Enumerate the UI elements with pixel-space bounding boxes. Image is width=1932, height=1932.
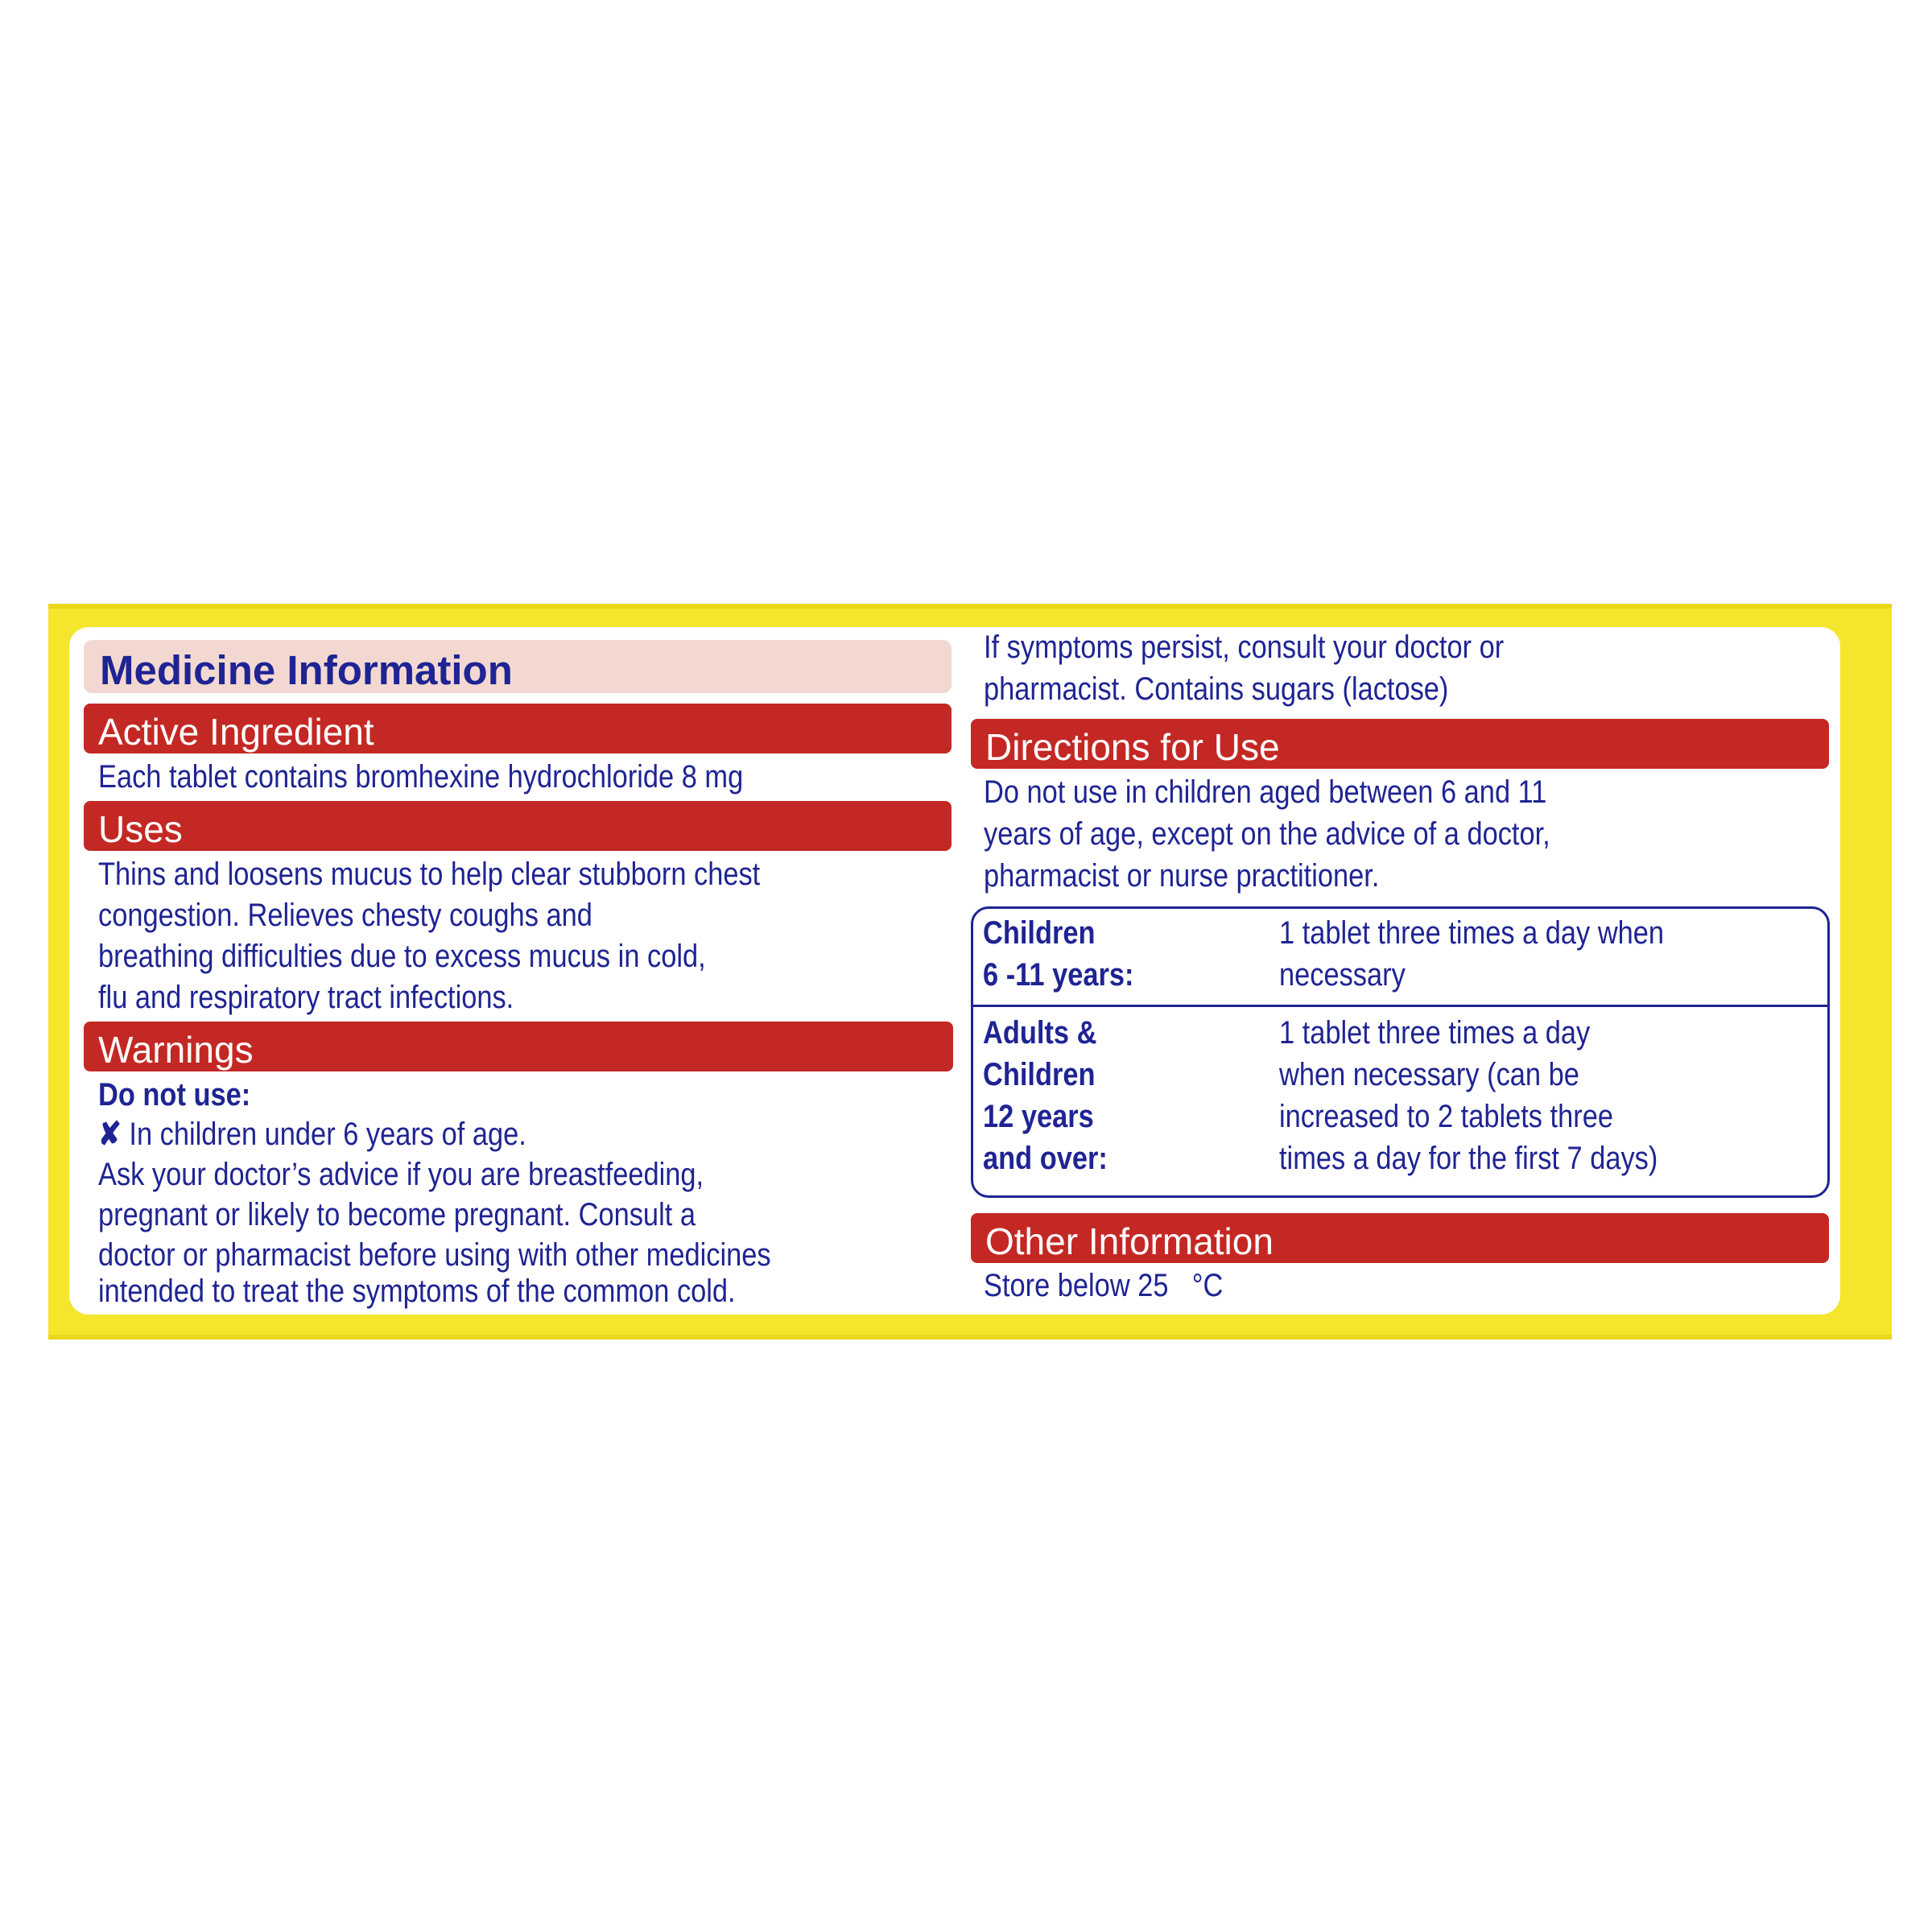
active-ingredient-text: Each tablet contains bromhexine hydrochloride 8 mg bbox=[98, 759, 744, 795]
uses-heading: Uses bbox=[98, 808, 183, 850]
warnings-line: doctor or pharmacist before using with other medicines bbox=[98, 1237, 771, 1273]
warning-bullet-text: In children under 6 years of age. bbox=[129, 1117, 526, 1152]
dosage-table bbox=[971, 906, 1830, 1198]
directions-header bbox=[971, 719, 1829, 769]
table-divider bbox=[973, 1005, 1827, 1007]
dosage-age-label: 12 years bbox=[983, 1099, 1094, 1134]
directions-line: pharmacist or nurse practitioner. bbox=[984, 858, 1380, 894]
dosage-age-label: Children bbox=[983, 915, 1096, 951]
page-title: Medicine Information bbox=[100, 647, 513, 693]
medicine-information-title-bar bbox=[84, 640, 952, 693]
directions-line: Do not use in children aged between 6 and 11 bbox=[984, 774, 1547, 810]
warning-bullet bbox=[98, 1114, 526, 1155]
temperature-unit: °C bbox=[1191, 1268, 1224, 1303]
other-information-header bbox=[971, 1213, 1829, 1263]
other-information-heading: Other Information bbox=[985, 1220, 1274, 1262]
dosage-instruction: times a day for the first 7 days) bbox=[1279, 1141, 1658, 1176]
dosage-instruction: when necessary (can be bbox=[1279, 1057, 1579, 1092]
dosage-instruction: 1 tablet three times a day bbox=[1279, 1015, 1591, 1051]
dosage-instruction: increased to 2 tablets three bbox=[1279, 1099, 1613, 1134]
dosage-age-label: and over: bbox=[983, 1141, 1108, 1176]
warnings-header bbox=[84, 1022, 953, 1071]
warnings-line: intended to treat the symptoms of the common cold. bbox=[98, 1274, 736, 1309]
uses-line: breathing difficulties due to excess mucus in cold, bbox=[98, 939, 706, 974]
dosage-instruction: necessary bbox=[1279, 957, 1406, 993]
dosage-age-label: Children bbox=[983, 1057, 1096, 1092]
uses-header bbox=[84, 801, 952, 851]
uses-line: flu and respiratory tract infections. bbox=[98, 980, 514, 1015]
cross-mark-icon: ✘ bbox=[98, 1117, 122, 1152]
directions-heading: Directions for Use bbox=[985, 726, 1280, 768]
active-ingredient-header bbox=[84, 704, 952, 753]
uses-line: Thins and loosens mucus to help clear stubborn chest bbox=[98, 857, 761, 892]
dosage-age-label: Adults & bbox=[983, 1015, 1097, 1051]
warnings-line: Ask your doctor’s advice if you are breastfeeding, bbox=[98, 1157, 704, 1192]
uses-line: congestion. Relieves chesty coughs and bbox=[98, 898, 592, 933]
dosage-age-label: 6 -11 years: bbox=[983, 957, 1134, 993]
medicine-information-panel bbox=[69, 627, 1840, 1315]
directions-line: years of age, except on the advice of a doctor, bbox=[984, 816, 1550, 852]
warnings-heading: Warnings bbox=[98, 1029, 254, 1071]
storage-temperature: Store below 25 bbox=[984, 1268, 1169, 1303]
active-ingredient-heading: Active Ingredient bbox=[98, 711, 374, 753]
do-not-use-label: Do not use: bbox=[98, 1077, 251, 1113]
storage-text bbox=[984, 1265, 1223, 1307]
intro-line: pharmacist. Contains sugars (lactose) bbox=[984, 671, 1449, 707]
dosage-instruction: 1 tablet three times a day when bbox=[1279, 915, 1665, 951]
intro-line: If symptoms persist, consult your doctor or bbox=[984, 630, 1505, 665]
warnings-line: pregnant or likely to become pregnant. Consult a bbox=[98, 1197, 696, 1232]
